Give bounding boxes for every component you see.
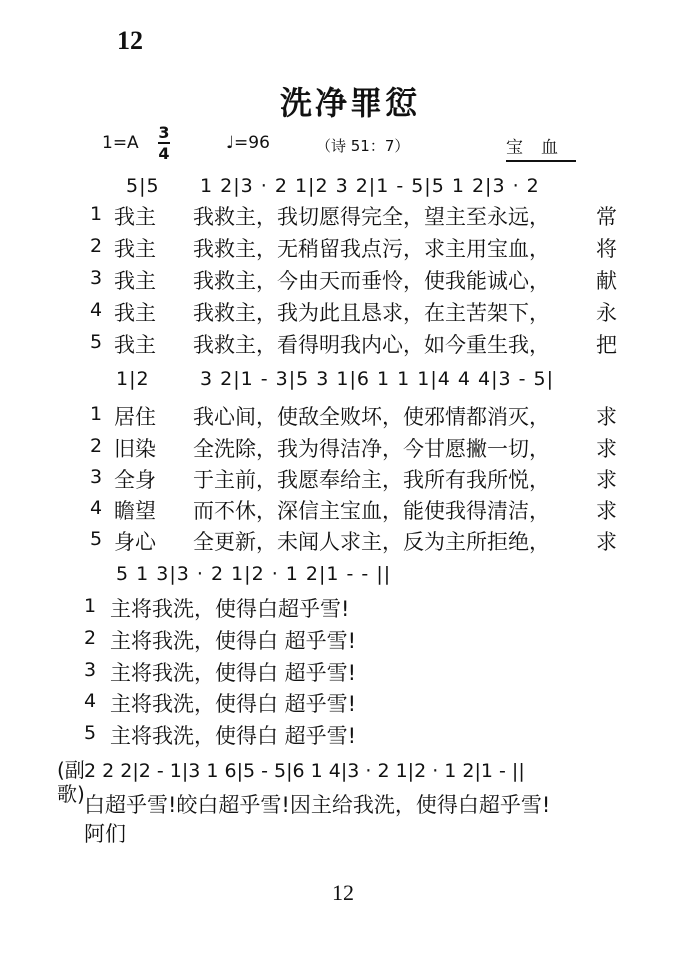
refrain-side-label: (副歌): [57, 758, 85, 806]
lyric-pickup: 旧染: [114, 437, 156, 461]
lyric-end: 永: [596, 301, 617, 325]
chorus-number: 3: [84, 659, 97, 681]
verse-number: 1: [90, 403, 103, 425]
lyric-end: 求: [596, 405, 617, 429]
lyric-end: 把: [596, 333, 617, 357]
chorus-line: 主将我洗，使得白 超乎雪!: [110, 692, 357, 716]
lyric-line: 全洗除，我为得洁净，今甘愿撇一切，: [193, 437, 550, 461]
lyric-line: 我救主，今由天而垂怜，使我能诚心，: [193, 269, 550, 293]
page-number-bottom: 12: [332, 880, 354, 905]
chorus-number: 4: [84, 690, 97, 712]
chorus-line: 主将我洗，使得白超乎雪!: [110, 597, 350, 621]
verse-number: 5: [90, 528, 103, 550]
lyric-end: 求: [596, 437, 617, 461]
lyric-pickup: 身心: [114, 530, 156, 554]
lyric-pickup: 瞻望: [114, 499, 156, 523]
lyric-pickup: 我主: [114, 301, 156, 325]
lyric-line: 我救主，我切愿得完全，望主至永远，: [193, 205, 550, 229]
page-number-top: 12: [117, 26, 143, 55]
lyric-line: 全更新，未闻人求主，反为主所拒绝，: [193, 530, 550, 554]
verse-number: 4: [90, 497, 103, 519]
lyric-line: 我救主，无稍留我点污，求主用宝血，: [193, 237, 550, 261]
lyric-pickup: 全身: [114, 468, 156, 492]
section2-pickup-notes: 1|2: [116, 368, 150, 390]
verse-number: 1: [90, 203, 103, 225]
time-bottom: 4: [158, 144, 170, 163]
lyric-pickup: 居住: [114, 405, 156, 429]
chorus-number: 5: [84, 722, 97, 744]
time-signature: [158, 124, 170, 162]
lyric-end: 求: [596, 499, 617, 523]
scripture-reference: （诗 51：7）: [316, 137, 410, 155]
section1-pickup-notes: 5|5: [126, 175, 160, 197]
tempo-marking: ♩=96: [226, 133, 270, 153]
verse-number: 4: [90, 299, 103, 321]
lyric-pickup: 我主: [114, 333, 156, 357]
lyric-line: 我救主，看得明我内心，如今重生我，: [193, 333, 550, 357]
lyric-end: 常: [596, 205, 617, 229]
section3-notes: 5 1 3|3 · 2 1|2 · 1 2|1 - - ||: [116, 563, 392, 585]
chorus-line: 主将我洗，使得白 超乎雪!: [110, 724, 357, 748]
lyric-end: 献: [596, 269, 617, 293]
lyric-end: 求: [596, 468, 617, 492]
refrain-lyric: 白超乎雪!皎白超乎雪!因主给我洗，使得白超乎雪!: [84, 793, 551, 817]
section1-notes: 1 2|3 · 2 1|2 3 2|1 - 5|5 1 2|3 · 2: [200, 175, 540, 197]
chorus-number: 1: [84, 595, 97, 617]
amen: 阿们: [84, 822, 126, 846]
chorus-line: 主将我洗，使得白 超乎雪!: [110, 629, 357, 653]
lyric-line: 我心间，使敌全败坏，使邪情都消灭，: [193, 405, 550, 429]
refrain-notes: 2 2 2|2 - 1|3 1 6|5 - 5|6 1 4|3 · 2 1|2 · 1 2|1 - ||: [84, 760, 525, 782]
hymn-title: 洗净罪愆: [280, 84, 421, 122]
lyric-end: 将: [596, 237, 617, 261]
verse-number: 3: [90, 466, 103, 488]
time-top: 3: [158, 123, 170, 142]
lyric-pickup: 我主: [114, 205, 156, 229]
lyric-line: 而不休，深信主宝血，能使我得清洁，: [193, 499, 550, 523]
lyric-end: 求: [596, 530, 617, 554]
tune-name: 宝血: [506, 133, 576, 162]
verse-number: 2: [90, 235, 103, 257]
verse-number: 3: [90, 267, 103, 289]
chorus-number: 2: [84, 627, 97, 649]
section2-notes: 3 2|1 - 3|5 3 1|6 1 1 1|4 4 4|3 - 5|: [200, 368, 555, 390]
key-signature: 1=A: [102, 133, 139, 153]
verse-number: 2: [90, 435, 103, 457]
lyric-pickup: 我主: [114, 269, 156, 293]
chorus-line: 主将我洗，使得白 超乎雪!: [110, 661, 357, 685]
lyric-line: 我救主，我为此且恳求，在主苦架下，: [193, 301, 550, 325]
lyric-pickup: 我主: [114, 237, 156, 261]
lyric-line: 于主前，我愿奉给主，我所有我所悦，: [193, 468, 550, 492]
verse-number: 5: [90, 331, 103, 353]
